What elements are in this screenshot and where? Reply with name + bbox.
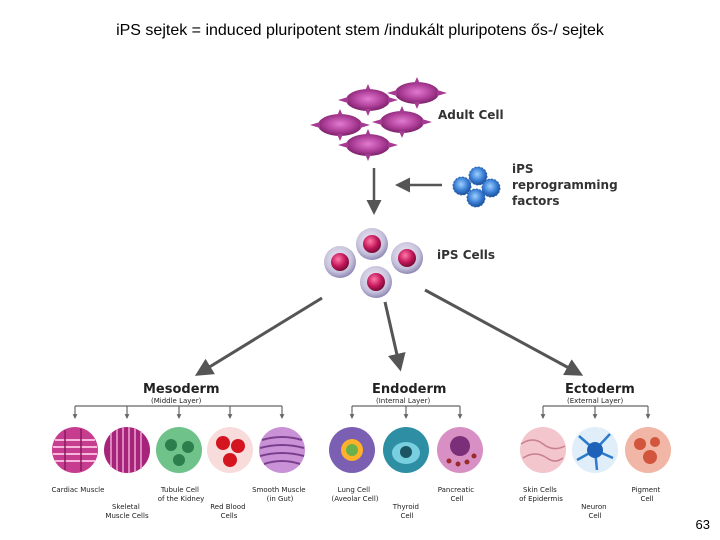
- cell-label: Cardiac Muscle: [51, 486, 105, 494]
- ips-cell: [356, 228, 388, 260]
- reprogramming-factors-cluster: [453, 167, 500, 207]
- adult-cell: [387, 77, 447, 109]
- cell-label: Tubule Cell of the Kidney: [157, 486, 205, 503]
- cell-label: Red Blood Cells: [210, 503, 246, 520]
- cell-labels: [52, 486, 663, 520]
- adult-cell: [338, 84, 398, 116]
- cardiac-muscle-cell: [52, 427, 98, 473]
- arrow-to-endoderm: [385, 302, 400, 368]
- thyroid-cell: [383, 427, 429, 473]
- skeletal-muscle-cell: [104, 427, 150, 473]
- adult-cell: [372, 106, 432, 138]
- lung-alveolar-cell: [329, 427, 375, 473]
- slide-title: iPS sejtek = induced pluripotent stem /indukált pluripotens ős-/ sejtek: [116, 22, 604, 39]
- layer-mesoderm: [143, 382, 220, 405]
- cell-label: Smooth Muscle (in Gut): [252, 486, 306, 503]
- smooth-muscle-cell: [259, 427, 305, 473]
- layer-name: Mesoderm: [143, 382, 220, 397]
- factor-molecule: [467, 189, 485, 207]
- cell-label: Pancreatic Cell: [437, 486, 475, 503]
- ips-cell: [360, 266, 392, 298]
- factors-label: iPS reprogramming factors: [512, 162, 618, 208]
- cell-label: Neuron Cell: [581, 503, 607, 520]
- layer-subtitle: (External Layer): [567, 397, 624, 405]
- cell-label: Thyroid Cell: [392, 503, 420, 520]
- layer-subtitle: (Internal Layer): [376, 397, 431, 405]
- neuron-cell: [572, 427, 618, 473]
- arrow-to-mesoderm: [198, 298, 322, 374]
- arrow-to-ectoderm: [425, 290, 580, 374]
- adult-cells-cluster: [310, 77, 447, 161]
- ips-cell: [391, 242, 423, 274]
- layer-name: Ectoderm: [565, 382, 635, 397]
- cell-label: Lung Cell (Aveolar Cell): [331, 486, 379, 503]
- skin-epidermis-cell: [520, 427, 566, 473]
- kidney-tubule-cell: [156, 427, 202, 473]
- layer-name: Endoderm: [372, 382, 447, 397]
- layer-endoderm: [372, 382, 446, 405]
- ips-cell: [324, 246, 356, 278]
- branch-lines: [75, 406, 648, 418]
- ips-cells-label: iPS Cells: [437, 248, 496, 262]
- red-blood-cell: [207, 427, 253, 473]
- layer-subtitle: (Middle Layer): [151, 397, 202, 405]
- pancreatic-cell: [437, 427, 483, 473]
- page-number: 63: [695, 517, 710, 532]
- adult-cell-label: Adult Cell: [438, 108, 504, 122]
- cell-label: Pigment Cell: [631, 486, 661, 503]
- cell-label: Skeletal Muscle Cells: [105, 503, 149, 520]
- pigment-cell: [625, 427, 671, 473]
- ips-cells-cluster: [324, 228, 423, 298]
- layer-ectoderm: [565, 382, 635, 405]
- cell-label: Skin Cells of Epidermis: [519, 486, 563, 503]
- factor-molecule: [453, 177, 471, 195]
